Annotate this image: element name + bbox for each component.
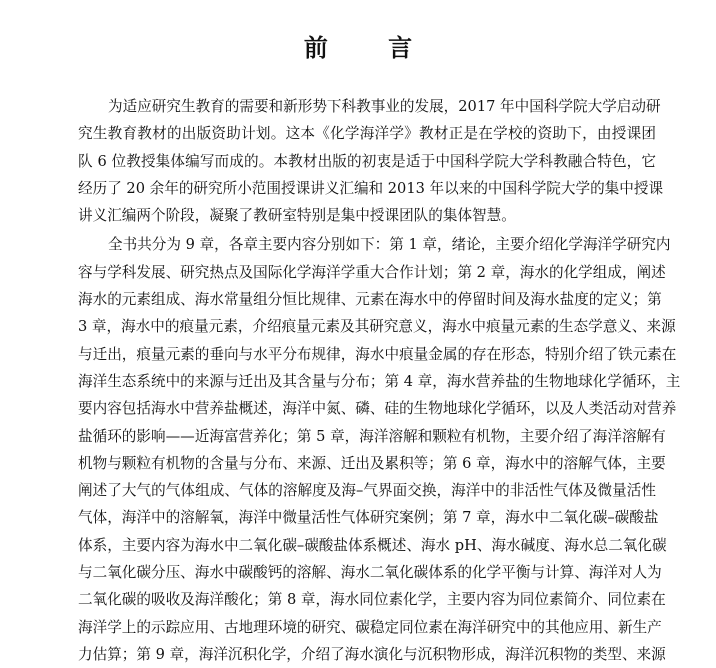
paragraph-2 [78,231,681,668]
text-line: 二氧化碳的吸收及海洋酸化；第 8 章，海水同位素化学，主要内容为同位素简介、同位素在 [78,591,666,609]
text-line: 3 章，海水中的痕量元素，介绍痕量元素及其研究意义，海水中痕量元素的生态学意义、来源 [78,318,676,336]
preface-body [78,93,681,668]
text-line: 阐述了大气的气体组成、气体的溶解度及海–气界面交换，海洋中的非活性气体及微量活性 [78,482,656,500]
text-line: 与迁出，痕量元素的垂向与水平分布规律，海水中痕量金属的存在形态，特别介绍了铁元素在 [78,345,677,363]
text-line: 海洋生态系统中的来源与迁出及其含量与分布；第 4 章，海水营养盐的生物地球化学循环，主 [78,372,681,390]
text-line: 海水的元素组成、海水常量组分恒比规律、元素在海水中的停留时间及海水盐度的定义；第 [78,291,662,309]
text-line: 讲义汇编两个阶段，凝聚了教研室特别是集中授课团队的集体智慧。 [78,207,516,225]
text-line: 海洋学上的示踪应用、古地理环境的研究、碳稳定同位素在海洋研究中的其他应用、新生产 [78,618,662,636]
text-line: 容与学科发展、研究热点及国际化学海洋学重大合作计划；第 2 章，海水的化学组成，阐述 [78,263,666,281]
text-line: 机物与颗粒有机物的含量与分布、来源、迁出及累积等；第 6 章，海水中的溶解气体，主要 [78,454,666,472]
text-line: 全书共分为 9 章，各章主要内容分别如下：第 1 章，绪论，主要介绍化学海洋学研究内 [108,236,671,254]
page-title: 前 言 [303,33,439,62]
text-line: 盐循环的影响——近海富营养化；第 5 章，海洋溶解和颗粒有机物，主要介绍了海洋溶解有 [78,427,666,445]
text-line: 究生教育教材的出版资助计划。这本《化学海洋学》教材正是在学校的资助下，由授课团 [78,125,656,143]
text-line: 经历了 20 余年的研究所小范围授课讲义汇编和 2013 年以来的中国科学院大学的集中授课 [78,179,664,197]
paragraph-1 [78,93,664,229]
text-line: 力估算；第 9 章，海洋沉积化学，介绍了海水演化与沉积物形成，海洋沉积物的类型、来源 [78,645,666,663]
text-line: 要内容包括海水中营养盐概述，海洋中氮、磷、硅的生物地球化学循环，以及人类活动对营养 [78,400,677,418]
text-line: 队 6 位教授集体编写而成的。本教材出版的初衷是适于中国科学院大学科教融合特色，它 [78,152,656,170]
text-line: 气体，海洋中的溶解氧，海洋中微量活性气体研究案例；第 7 章，海水中二氧化碳–碳酸盐 [78,509,659,527]
text-line: 体系，主要内容为海水中二氧化碳–碳酸盐体系概述、海水 pH、海水碱度、海水总二氧化碳 [78,536,667,554]
text-line: 与二氧化碳分压、海水中碳酸钙的溶解、海水二氧化碳体系的化学平衡与计算、海洋对人为 [78,564,662,582]
text-line: 为适应研究生教育的需要和新形势下科教事业的发展，2017 年中国科学院大学启动研 [108,98,661,115]
